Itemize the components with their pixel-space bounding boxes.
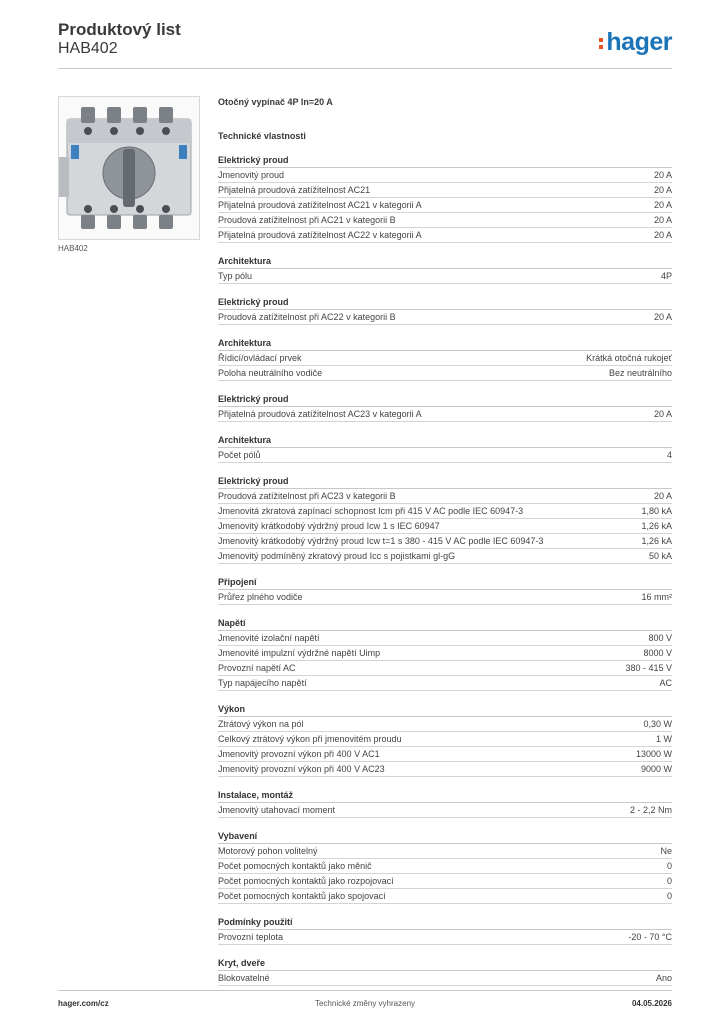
spec-value: 0,30 W [643, 719, 672, 729]
spec-section [218, 96, 672, 998]
spec-row [218, 504, 672, 519]
spec-row [218, 762, 672, 777]
spec-label: Proudová zatížitelnost při AC22 v kategorii B [218, 312, 396, 322]
spec-group-title: Instalace, montáž [218, 789, 672, 803]
spec-label: Motorový pohon volitelný [218, 846, 318, 856]
spec-label: Jmenovité impulzní výdržné napětí Uimp [218, 648, 381, 658]
logo-dots-icon [599, 36, 604, 50]
spec-group [218, 703, 672, 777]
spec-row [218, 859, 672, 874]
spec-value: 20 A [653, 170, 672, 180]
spec-value: 13000 W [635, 749, 672, 759]
spec-group [218, 255, 672, 284]
footer-date: 04.05.2026 [631, 999, 672, 1008]
spec-group [218, 617, 672, 691]
spec-value: 16 mm² [641, 592, 672, 602]
spec-value: -20 - 70 °C [628, 932, 672, 942]
spec-row [218, 351, 672, 366]
spec-group [218, 393, 672, 422]
spec-group-title: Výkon [218, 703, 672, 717]
spec-row [218, 971, 672, 986]
spec-row [218, 228, 672, 243]
page-title: Produktový list [58, 20, 181, 39]
spec-label: Jmenovitý provozní výkon při 400 V AC23 [218, 764, 385, 774]
spec-group-title: Elektrický proud [218, 296, 672, 310]
spec-label: Přijatelná proudová zatížitelnost AC23 v kategorii A [218, 409, 422, 419]
spec-value: 1 W [655, 734, 672, 744]
spec-label: Proudová zatížitelnost při AC21 v kategorii B [218, 215, 396, 225]
spec-row [218, 646, 672, 661]
logo-text: hager [606, 28, 672, 56]
spec-row [218, 732, 672, 747]
spec-value: Bez neutrálního [608, 368, 672, 378]
spec-value: 50 kA [648, 551, 672, 561]
spec-group-title: Architektura [218, 255, 672, 269]
spec-value: Ne [660, 846, 672, 856]
footer-note: Technické změny vyhrazeny [314, 999, 416, 1008]
spec-group [218, 475, 672, 564]
spec-row [218, 889, 672, 904]
spec-value: 0 [666, 891, 672, 901]
spec-row [218, 676, 672, 691]
spec-label: Provozní teplota [218, 932, 284, 942]
spec-group [218, 434, 672, 463]
spec-value: Krátká otočná rukojeť [586, 353, 672, 363]
spec-value: 2 - 2,2 Nm [629, 805, 672, 815]
header-divider [58, 68, 672, 69]
spec-label: Počet pomocných kontaktů jako měnič [218, 861, 372, 871]
spec-row [218, 844, 672, 859]
spec-label: Počet pomocných kontaktů jako rozpojovací [218, 876, 394, 886]
spec-value: Ano [655, 973, 672, 983]
product-image [58, 96, 200, 240]
spec-label: Jmenovitý krátkodobý výdržný proud Icw 1 s IEC 60947 [218, 521, 440, 531]
spec-label: Jmenovitý podmíněný zkratový proud Icc s pojistkami gl-gG [218, 551, 456, 561]
product-code: HAB402 [58, 40, 118, 57]
image-caption: HAB402 [58, 244, 88, 253]
spec-label: Jmenovitý utahovací moment [218, 805, 336, 815]
spec-value: 0 [666, 861, 672, 871]
spec-row [218, 407, 672, 422]
spec-label: Celkový ztrátový výkon při jmenovitém proudu [218, 734, 402, 744]
spec-label: Průřez plného vodiče [218, 592, 303, 602]
spec-value: 0 [666, 876, 672, 886]
spec-group [218, 830, 672, 904]
spec-label: Typ napájecího napětí [218, 678, 307, 688]
spec-label: Jmenovitý provozní výkon při 400 V AC1 [218, 749, 380, 759]
spec-label: Přijatelná proudová zatížitelnost AC21 [218, 185, 371, 195]
spec-row [218, 549, 672, 564]
spec-row [218, 717, 672, 732]
spec-group [218, 154, 672, 243]
spec-group-title: Podmínky použití [218, 916, 672, 930]
spec-group-title: Elektrický proud [218, 393, 672, 407]
footer-divider [58, 990, 672, 991]
spec-group-title: Elektrický proud [218, 154, 672, 168]
spec-row [218, 803, 672, 818]
product-name: Otočný vypínač 4P In=20 A [218, 97, 333, 107]
spec-group [218, 337, 672, 381]
spec-value: 20 A [653, 200, 672, 210]
spec-label: Proudová zatížitelnost při AC23 v kategorii B [218, 491, 396, 501]
spec-value: 20 A [653, 491, 672, 501]
spec-group-title: Architektura [218, 337, 672, 351]
spec-label: Jmenovitý krátkodobý výdržný proud Icw t=1 s 380 - 415 V AC podle IEC 60947-3 [218, 536, 544, 546]
rotary-switch-image [59, 97, 199, 239]
spec-group [218, 957, 672, 986]
spec-group-title: Vybavení [218, 830, 672, 844]
spec-row [218, 448, 672, 463]
spec-label: Blokovatelné [218, 973, 270, 983]
page-header [58, 20, 672, 70]
spec-label: Jmenovitý proud [218, 170, 285, 180]
spec-label: Poloha neutrálního vodiče [218, 368, 323, 378]
spec-row [218, 661, 672, 676]
spec-group-title: Napětí [218, 617, 672, 631]
spec-value: 4P [660, 271, 672, 281]
spec-row [218, 198, 672, 213]
spec-value: 380 - 415 V [625, 663, 672, 673]
spec-groups [218, 154, 672, 986]
spec-value: 20 A [653, 409, 672, 419]
spec-value: 9000 W [640, 764, 672, 774]
spec-value: 1,80 kA [641, 506, 672, 516]
spec-value: AC [659, 678, 672, 688]
spec-row [218, 366, 672, 381]
spec-group [218, 789, 672, 818]
spec-group-title: Architektura [218, 434, 672, 448]
spec-group [218, 576, 672, 605]
spec-label: Provozní napětí AC [218, 663, 296, 673]
spec-value: 1,26 kA [641, 536, 672, 546]
spec-row [218, 168, 672, 183]
spec-subtitle: Technické vlastnosti [218, 131, 306, 141]
spec-label: Přijatelná proudová zatížitelnost AC22 v kategorii A [218, 230, 422, 240]
spec-row [218, 590, 672, 605]
spec-row [218, 489, 672, 504]
footer-website-link[interactable]: hager.com/cz [58, 999, 109, 1008]
spec-row [218, 874, 672, 889]
spec-value: 800 V [648, 633, 672, 643]
hager-logo[interactable] [599, 28, 672, 56]
spec-row [218, 534, 672, 549]
page-footer [58, 998, 672, 1010]
spec-value: 20 A [653, 230, 672, 240]
spec-group [218, 296, 672, 325]
spec-value: 20 A [653, 215, 672, 225]
spec-group [218, 916, 672, 945]
spec-label: Jmenovité izolační napětí [218, 633, 320, 643]
spec-label: Řídicí/ovládací prvek [218, 353, 302, 363]
spec-row [218, 747, 672, 762]
spec-value: 20 A [653, 185, 672, 195]
spec-row [218, 183, 672, 198]
spec-group-title: Kryt, dveře [218, 957, 672, 971]
spec-row [218, 213, 672, 228]
spec-row [218, 519, 672, 534]
spec-label: Typ pólu [218, 271, 253, 281]
spec-value: 4 [666, 450, 672, 460]
spec-value: 1,26 kA [641, 521, 672, 531]
spec-label: Jmenovitá zkratová zapínací schopnost Icm při 415 V AC podle IEC 60947-3 [218, 506, 524, 516]
spec-label: Počet pomocných kontaktů jako spojovací [218, 891, 386, 901]
spec-label: Ztrátový výkon na pól [218, 719, 304, 729]
spec-group-title: Připojení [218, 576, 672, 590]
spec-row [218, 930, 672, 945]
spec-row [218, 310, 672, 325]
spec-label: Přijatelná proudová zatížitelnost AC21 v kategorii A [218, 200, 422, 210]
spec-value: 8000 V [643, 648, 672, 658]
spec-group-title: Elektrický proud [218, 475, 672, 489]
spec-label: Počet pólů [218, 450, 261, 460]
spec-row [218, 631, 672, 646]
spec-value: 20 A [653, 312, 672, 322]
spec-row [218, 269, 672, 284]
